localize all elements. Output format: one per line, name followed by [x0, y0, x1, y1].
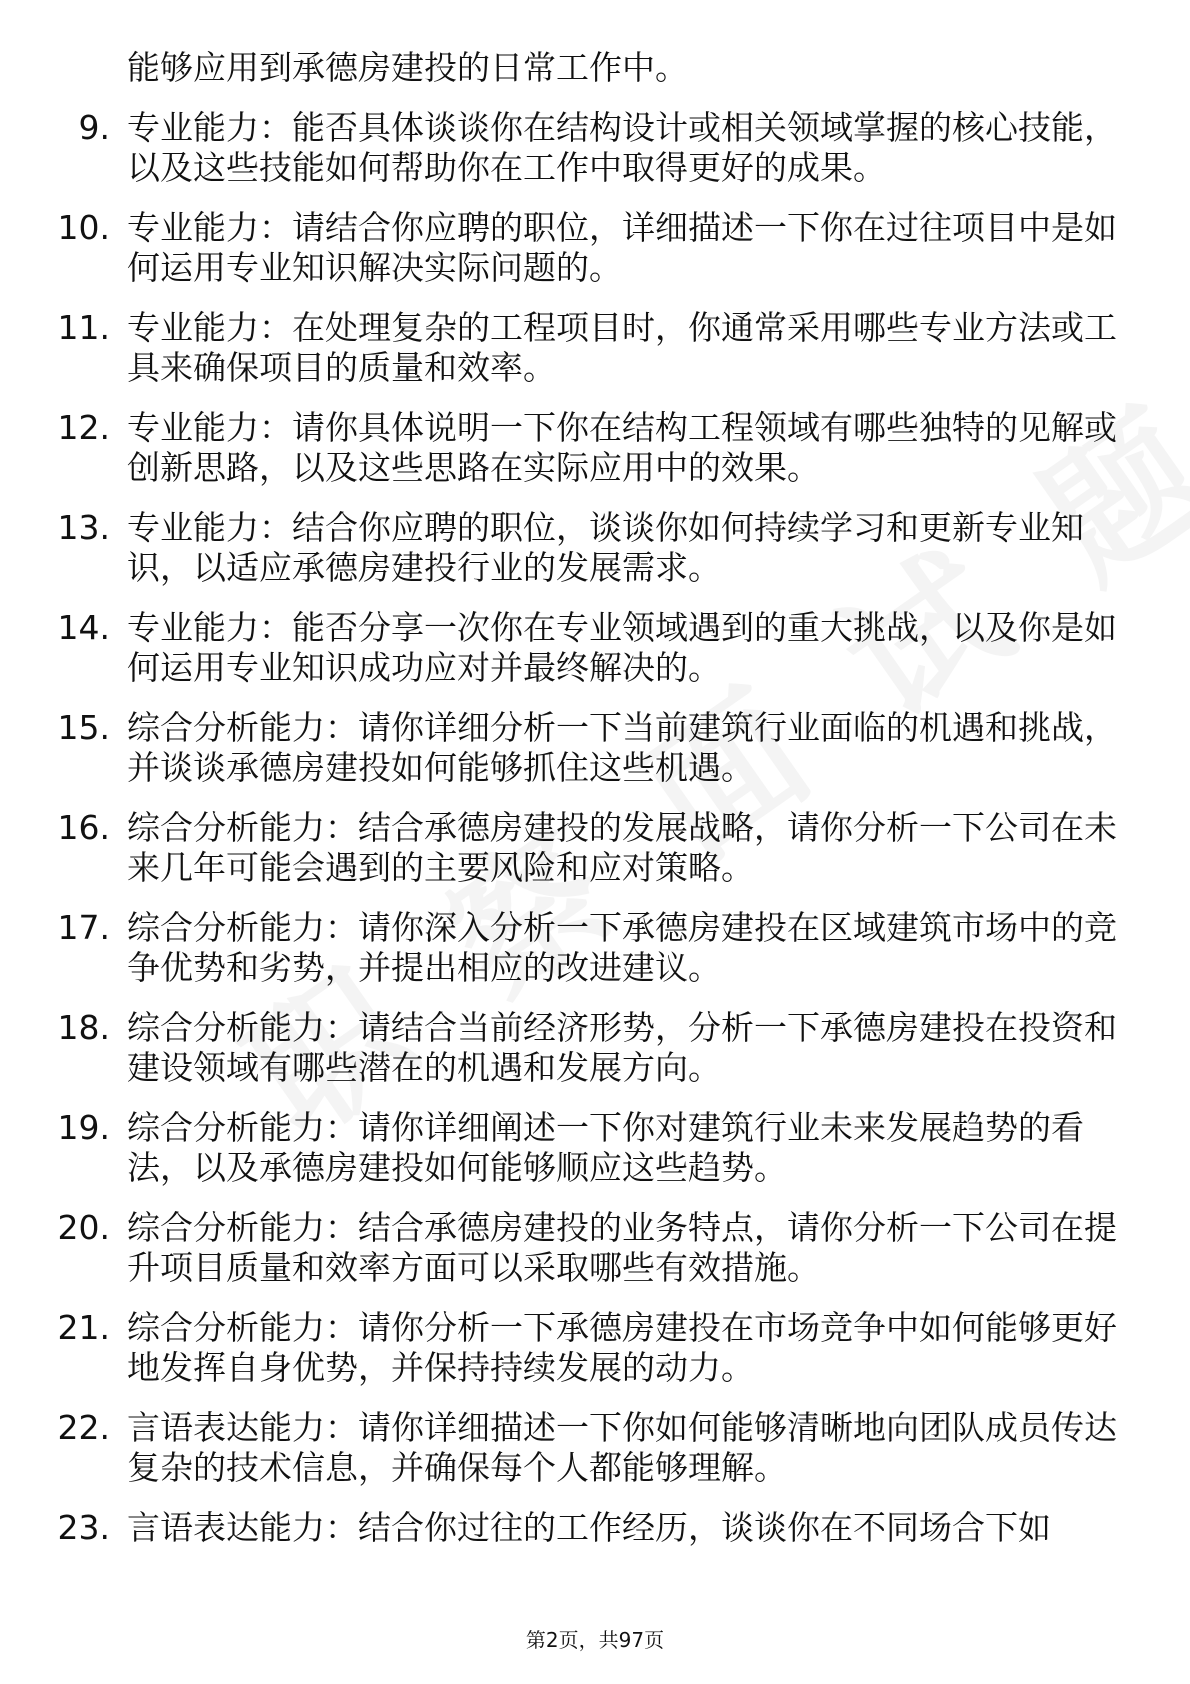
list-item [0, 308, 1190, 388]
item-number: 11. [57, 308, 110, 347]
item-number: 14. [57, 608, 110, 647]
item-text: 综合分析能力：请你详细阐述一下你对建筑行业未来发展趋势的看法，以及承德房建投如何能够顺应这些趋势。 [127, 1108, 1084, 1187]
item-text: 言语表达能力：请你详细描述一下你如何能够清晰地向团队成员传达复杂的技术信息，并确保每个人都能够理解。 [127, 1408, 1117, 1487]
item-number: 13. [57, 508, 110, 547]
item-number: 9. [78, 108, 110, 147]
list-item [0, 1308, 1190, 1388]
item-number: 10. [57, 208, 110, 247]
item-number: 21. [57, 1308, 110, 1347]
item-text: 综合分析能力：结合承德房建投的业务特点，请你分析一下公司在提升项目质量和效率方面可以采取哪些有效措施。 [127, 1208, 1117, 1287]
item-text: 综合分析能力：请结合当前经济形势，分析一下承德房建投在投资和建设领域有哪些潜在的机遇和发展方向。 [127, 1008, 1117, 1087]
item-text: 专业能力：结合你应聘的职位，谈谈你如何持续学习和更新专业知识，以适应承德房建投行业的发展需求。 [127, 508, 1084, 587]
item-number: 20. [57, 1208, 110, 1247]
list-item [0, 1208, 1190, 1288]
list-item [0, 1408, 1190, 1488]
list-item [0, 608, 1190, 688]
item-number: 17. [57, 908, 110, 947]
item-number: 23. [57, 1508, 110, 1547]
list-item [0, 208, 1190, 288]
item-text: 专业能力：能否具体谈谈你在结构设计或相关领域掌握的核心技能，以及这些技能如何帮助你在工作中取得更好的成果。 [127, 108, 1117, 187]
page-footer: 第2页，共97页 [525, 1628, 665, 1652]
item-text: 专业能力：请你具体说明一下你在结构工程领域有哪些独特的见解或创新思路，以及这些思路在实际应用中的效果。 [127, 408, 1117, 487]
item-text: 专业能力：能否分享一次你在专业领域遇到的重大挑战，以及你是如何运用专业知识成功应对并最终解决的。 [127, 608, 1117, 687]
list-item [0, 108, 1190, 188]
item-number: 15. [57, 708, 110, 747]
item-text: 综合分析能力：结合承德房建投的发展战略，请你分析一下公司在未来几年可能会遇到的主要风险和应对策略。 [127, 808, 1117, 887]
item-text: 专业能力：在处理复杂的工程项目时，你通常采用哪些专业方法或工具来确保项目的质量和效率。 [127, 308, 1117, 387]
list-item [0, 1008, 1190, 1088]
item-text: 言语表达能力：结合你过往的工作经历，谈谈你在不同场合下如 [127, 1508, 1051, 1547]
list-item [0, 1108, 1190, 1188]
continued-line: 能够应用到承德房建投的日常工作中。 [127, 48, 688, 87]
item-number: 19. [57, 1108, 110, 1147]
item-number: 12. [57, 408, 110, 447]
document-content [0, 48, 1190, 1548]
item-number: 16. [57, 808, 110, 847]
list-item [0, 908, 1190, 988]
item-text: 综合分析能力：请你详细分析一下当前建筑行业面临的机遇和挑战，并谈谈承德房建投如何能够抓住这些机遇。 [127, 708, 1117, 787]
list-item [0, 508, 1190, 588]
item-number: 22. [57, 1408, 110, 1447]
item-number: 18. [57, 1008, 110, 1047]
item-text: 综合分析能力：请你深入分析一下承德房建投在区域建筑市场中的竞争优势和劣势，并提出相应的改进建议。 [127, 908, 1117, 987]
list-item [0, 1508, 1190, 1548]
list-item [0, 408, 1190, 488]
item-text: 综合分析能力：请你分析一下承德房建投在市场竞争中如何能够更好地发挥自身优势，并保持持续发展的动力。 [127, 1308, 1117, 1387]
item-text: 专业能力：请结合你应聘的职位，详细描述一下你在过往项目中是如何运用专业知识解决实际问题的。 [127, 208, 1117, 287]
list-item [0, 808, 1190, 888]
list-item [0, 708, 1190, 788]
